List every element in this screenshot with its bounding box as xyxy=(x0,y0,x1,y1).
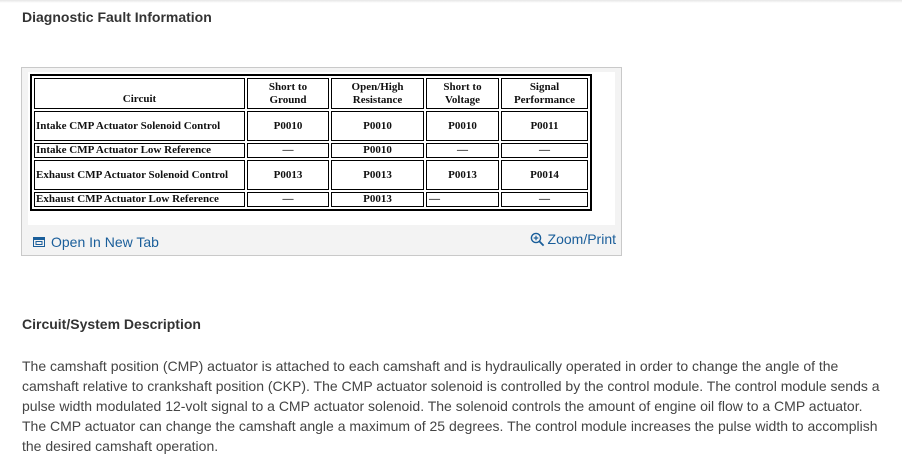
table-row xyxy=(34,192,588,207)
diagnostic-fault-table xyxy=(30,74,592,211)
dtc-cell: — xyxy=(247,143,329,158)
circuit-name-cell: Intake CMP Actuator Solenoid Control xyxy=(34,111,245,141)
dtc-cell: — xyxy=(501,143,588,158)
dtc-cell: P0010 xyxy=(247,111,329,141)
zoom-print-link[interactable] xyxy=(530,231,616,247)
fault-table-frame xyxy=(28,72,615,225)
header-short-to-voltage: Short to Voltage xyxy=(426,78,499,109)
top-shadow-line xyxy=(0,0,902,3)
section-title: Circuit/System Description xyxy=(22,316,201,332)
circuit-name-cell: Exhaust CMP Actuator Low Reference xyxy=(34,192,245,207)
fault-table-panel xyxy=(21,67,622,256)
dtc-cell: — xyxy=(426,143,499,158)
dtc-cell: P0013 xyxy=(247,160,329,190)
table-row xyxy=(34,143,588,158)
open-new-tab-icon xyxy=(33,237,45,247)
dtc-cell: P0013 xyxy=(331,192,424,207)
zoom-in-icon xyxy=(530,232,545,247)
dtc-cell: — xyxy=(501,192,588,207)
dtc-cell: P0010 xyxy=(426,111,499,141)
dtc-cell: P0013 xyxy=(331,160,424,190)
page-title: Diagnostic Fault Information xyxy=(22,9,212,25)
dtc-cell: P0014 xyxy=(501,160,588,190)
circuit-name-cell: Intake CMP Actuator Low Reference xyxy=(34,143,245,158)
header-circuit: Circuit xyxy=(34,78,245,109)
circuit-name-cell: Exhaust CMP Actuator Solenoid Control xyxy=(34,160,245,190)
dtc-cell: P0010 xyxy=(331,111,424,141)
table-header-row xyxy=(34,78,588,109)
circuit-description-text: The camshaft position (CMP) actuator is attached to each camshaft and is hydraulically operated in order to change the angle of the camshaft relative to crankshaft position (CKP). The CMP actuator solenoid is controlled by the control module. The control module sends a pulse width modulated 12-volt signal to a CMP actuator solenoid. The solenoid controls the amount of engine oil flow to a CMP actuator. The CMP actuator can change the camshaft angle a maximum of 25 degrees. The control module increases the pulse width to accomplish the desired camshaft operation. xyxy=(22,358,880,454)
table-row xyxy=(34,160,588,190)
dtc-cell: — xyxy=(247,192,329,207)
header-signal-performance: Signal Performance xyxy=(501,78,588,109)
open-in-new-tab-label: Open In New Tab xyxy=(51,234,159,250)
dtc-cell: P0010 xyxy=(331,143,424,158)
open-in-new-tab-link[interactable] xyxy=(33,234,159,250)
dtc-cell: P0011 xyxy=(501,111,588,141)
zoom-print-label: Zoom/Print xyxy=(547,231,616,247)
table-row xyxy=(34,111,588,141)
header-short-to-ground: Short to Ground xyxy=(247,78,329,109)
dtc-cell: P0013 xyxy=(426,160,499,190)
header-open-high-resistance: Open/High Resistance xyxy=(331,78,424,109)
dtc-cell: — xyxy=(426,192,499,207)
